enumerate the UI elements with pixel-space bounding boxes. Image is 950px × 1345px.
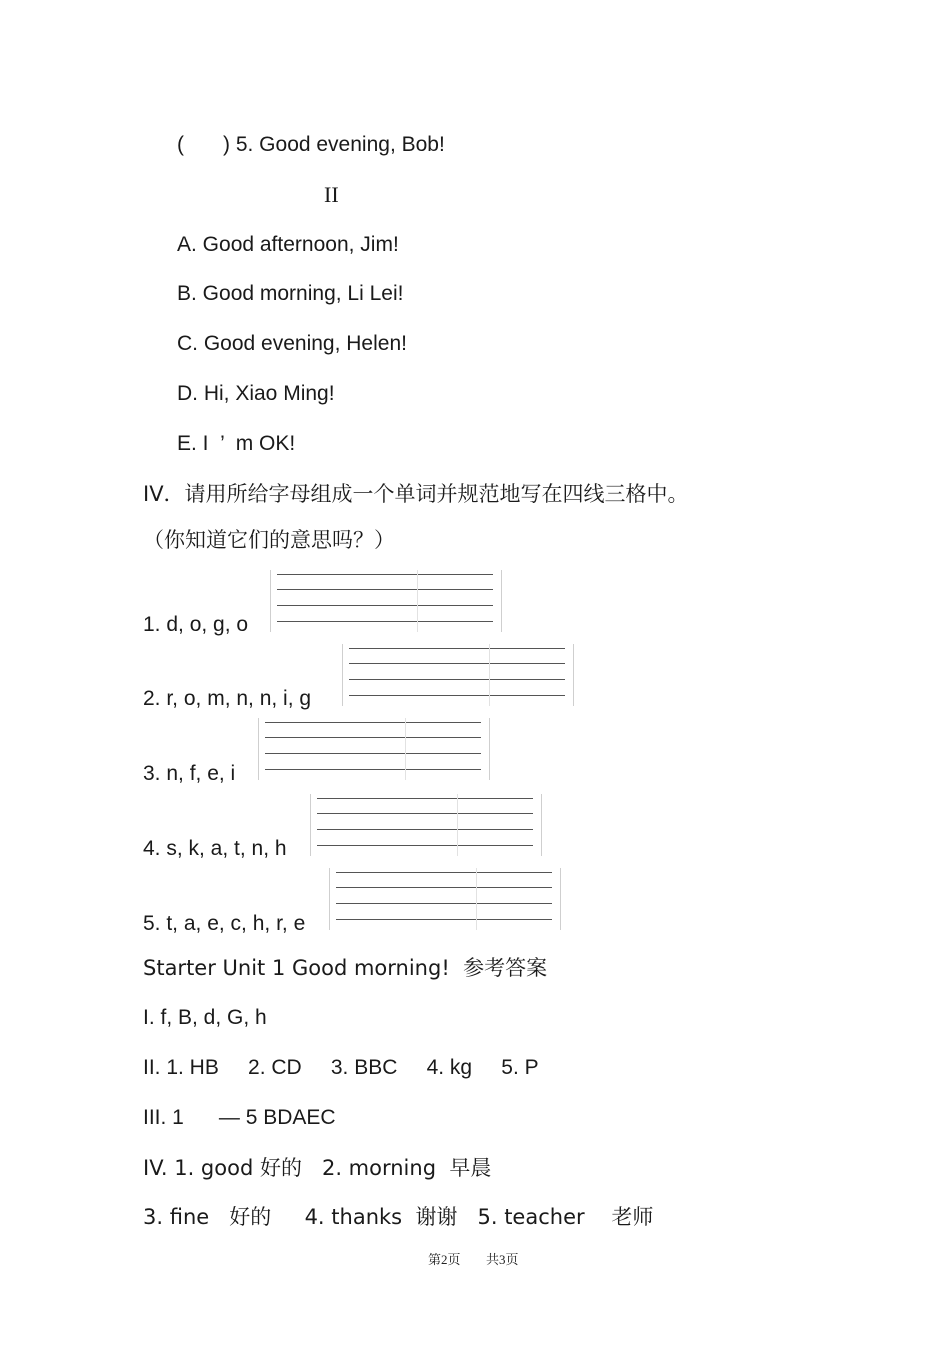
answers-i: I. f, B, d, G, h (143, 1006, 267, 1029)
four-line-grid-1 (270, 570, 502, 632)
page-number: 第2页 (428, 1252, 461, 1267)
word-item-5: 5. t, a, e, c, h, r, e (143, 912, 306, 935)
answers-ii: II. 1. HB 2. CD 3. BBC 4. kg 5. P (143, 1056, 539, 1079)
option-d: D. Hi, Xiao Ming! (177, 382, 335, 405)
four-line-grid-3 (258, 718, 490, 780)
option-e: E. I ’ m OK! (177, 432, 296, 455)
question-5-paren: ( (177, 133, 184, 156)
option-a: A. Good afternoon, Jim! (177, 233, 399, 256)
word-item-3: 3. n, f, e, i (143, 762, 236, 785)
option-b: B. Good morning, Li Lei! (177, 282, 404, 305)
page-total: 共3页 (486, 1252, 519, 1267)
four-line-grid-2 (342, 644, 574, 706)
word-item-1: 1. d, o, g, o (143, 613, 249, 636)
word-item-4: 4. s, k, a, t, n, h (143, 837, 287, 860)
section-ii-mark: II (324, 182, 339, 207)
section-iv-subtitle: （你知道它们的意思吗？） (143, 528, 395, 552)
answers-iii: III. 1 — 5 BDAEC (143, 1106, 336, 1129)
option-c: C. Good evening, Helen! (177, 332, 407, 355)
answers-iv-line-2: 3. fine 好的 4. thanks 谢谢 5. teacher 老师 (143, 1205, 654, 1229)
question-5: ) 5. Good evening, Bob! (223, 133, 445, 156)
four-line-grid-5 (329, 868, 561, 930)
answers-title: Starter Unit 1 Good morning! 参考答案 (143, 956, 548, 980)
word-item-2: 2. r, o, m, n, n, i, g (143, 687, 312, 710)
four-line-grid-4 (310, 794, 542, 856)
section-iv-title: IV．请用所给字母组成一个单词并规范地写在四线三格中。 (143, 482, 689, 506)
answers-iv-line-1: IV. 1. good 好的 2. morning 早晨 (143, 1156, 492, 1180)
